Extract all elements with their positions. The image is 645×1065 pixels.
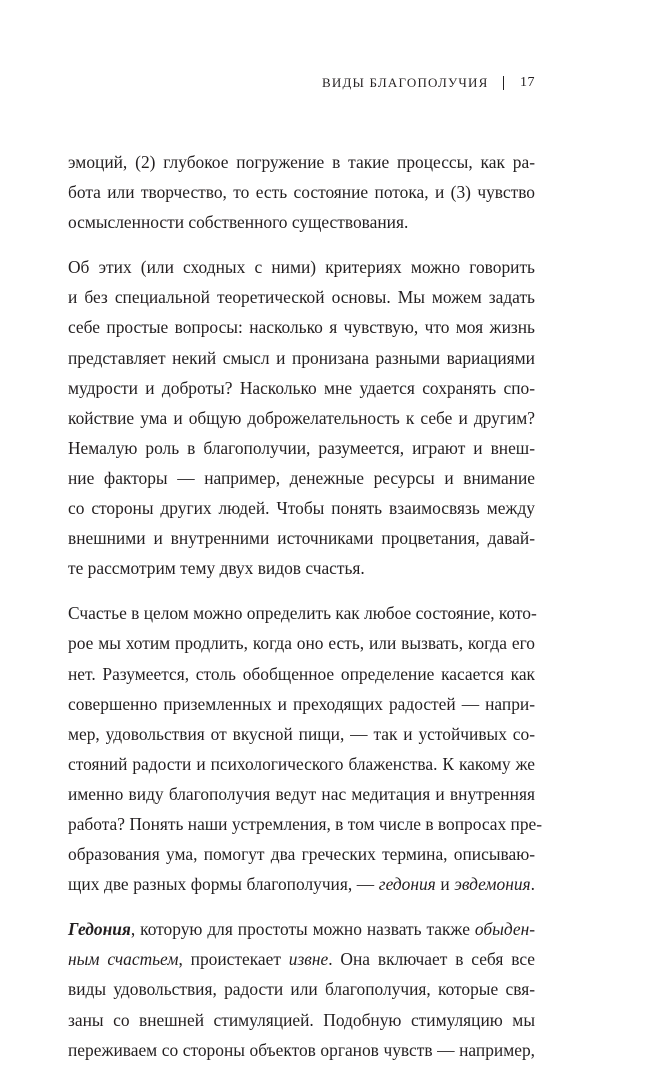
text-line: Гедония, которую для простоты можно назвать также обыден-: [68, 919, 535, 940]
text-line: представляет некий смысл и пронизана разными вариациями: [68, 347, 535, 368]
text-line: те рассмотрим тему двух видов счастья.: [68, 558, 365, 579]
text-line: со стороны других людей. Чтобы понять взаимосвязь между: [68, 498, 535, 519]
text-line: Об этих (или сходных с ними) критериях можно говорить: [68, 257, 535, 278]
text-line: виды удовольствия, радости или благополучия, которые свя-: [68, 979, 535, 1000]
text-line: мер, удовольствия от вкусной пищи, — так и устойчивых со-: [68, 723, 535, 744]
term-hedonia-bold: Гедония: [68, 919, 131, 940]
text-line: рое мы хотим продлить, когда оно есть, или вызвать, когда его: [68, 633, 535, 654]
text-line: образования ума, помогут два греческих термина, описываю-: [68, 844, 535, 865]
term-hedonia: гедония: [378, 874, 436, 895]
text-line: стояний радости и психологического блаженства. К какому же: [68, 753, 535, 774]
header-separator: [503, 76, 505, 90]
paragraph-1: [68, 147, 535, 237]
text-line: именно виду благополучия ведут нас медитация и внутренняя: [68, 783, 535, 804]
text-line: ным счастьем, проистекает извне. Она включает в себя все: [68, 949, 535, 970]
text-line: эмоций, (2) глубокое погружение в такие процессы, как ра-: [68, 152, 535, 172]
paragraph-3: [68, 598, 543, 899]
text-line: осмысленности собственного существования.: [68, 212, 409, 233]
running-header: [322, 75, 535, 91]
text-line: внешними и внутренними источниками процветания, давай-: [68, 528, 535, 549]
chapter-title: ВИДЫ БЛАГОПОЛУЧИЯ: [322, 75, 489, 90]
text-line: нет. Разумеется, столь обобщенное определение касается как: [68, 663, 535, 684]
text-line: совершенно приземленных и преходящих радостей — напри-: [68, 693, 535, 714]
text-line: бота или творчество, то есть состояние потока, и (3) чувство: [68, 182, 535, 203]
text-line: себе простые вопросы: насколько я чувствую, что моя жизнь: [68, 317, 535, 338]
body-text: [68, 147, 543, 1065]
text-line: щих две разных формы благополучия, — гедония и эвдемония.: [68, 874, 535, 895]
paragraph-4: [68, 914, 535, 1064]
text-line: переживаем со стороны объектов органов чувств — например,: [68, 1039, 535, 1060]
paragraph-2: [68, 252, 535, 583]
text-line: Счастье в целом можно определить как любое состояние, кото-: [68, 603, 537, 624]
text-line: мудрости и доброты? Насколько мне удается сохранять спо-: [68, 377, 535, 398]
text-line: Немалую роль в благополучии, разумеется, играют и внеш-: [68, 437, 535, 458]
page-number: 17: [520, 75, 535, 90]
text-line: заны со внешней стимуляцией. Подобную стимуляцию мы: [68, 1009, 535, 1030]
text-line: и без специальной теоретической основы. Мы можем задать: [68, 287, 535, 308]
text-line: ние факторы — например, денежные ресурсы и внимание: [68, 467, 535, 488]
text-line: работа? Понять наши устремления, в том числе в вопросах пре-: [68, 813, 543, 834]
term-eudaimonia: эвдемония: [454, 874, 531, 895]
text-line: койствие ума и общую доброжелательность к себе и другим?: [68, 407, 535, 428]
